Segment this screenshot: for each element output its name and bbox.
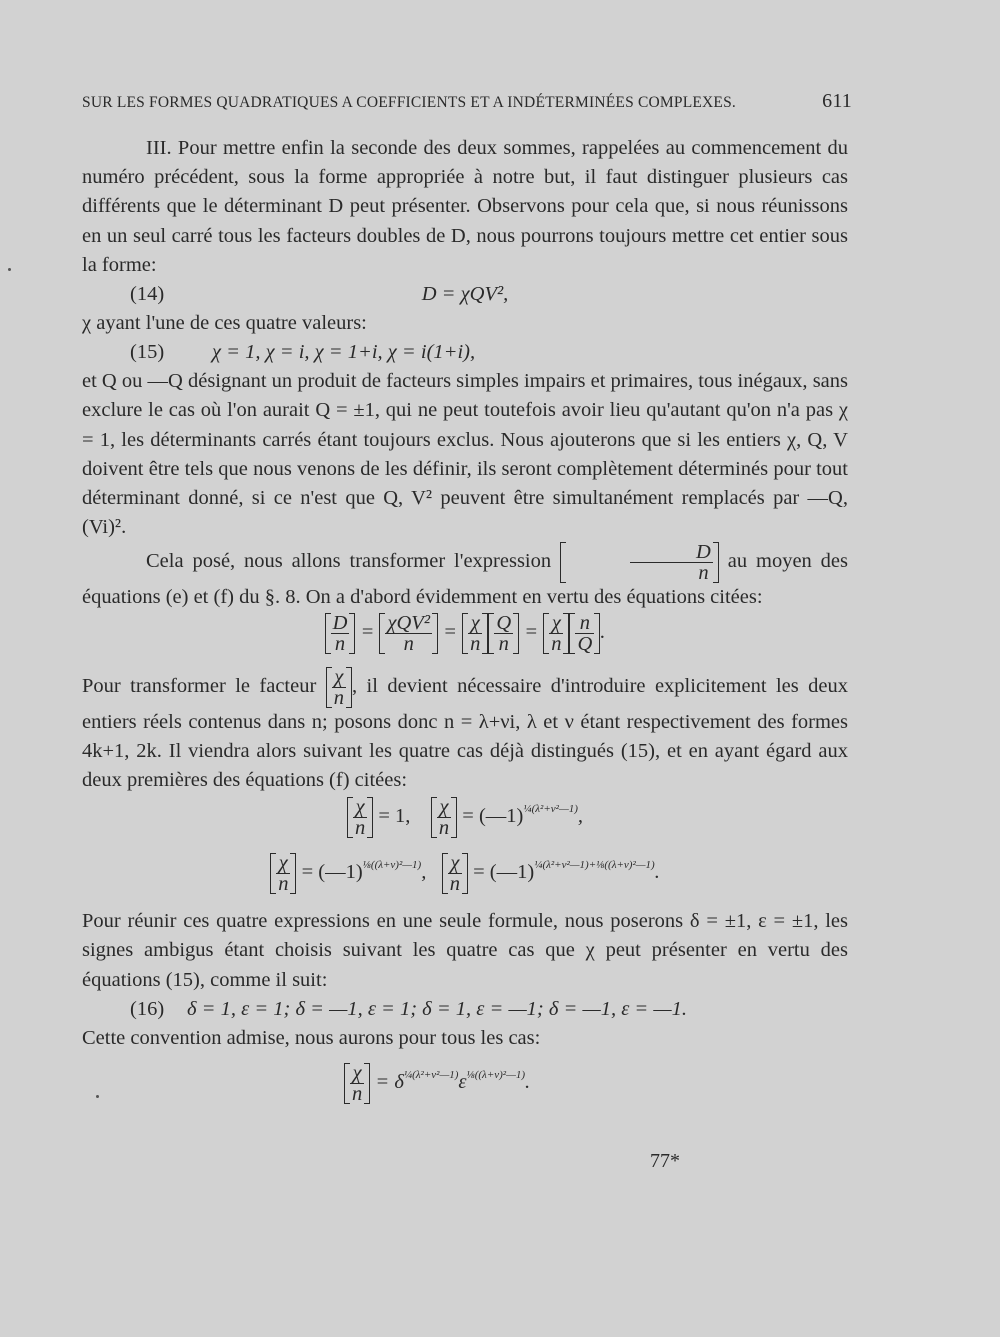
symbol-chi-n bbox=[442, 853, 468, 894]
symbol-Q-n bbox=[488, 613, 519, 654]
equation-15 bbox=[82, 338, 848, 367]
paragraph-7: Cette convention admise, nous aurons pour tous les cas: bbox=[82, 1026, 541, 1049]
numerator: χQV² bbox=[387, 611, 430, 634]
denominator: n bbox=[551, 632, 562, 655]
exponent: ¼(λ²+ν²—1)+⅛((λ+ν)²—1) bbox=[534, 859, 655, 872]
exponent: ⅛((λ+ν)²—1) bbox=[362, 859, 422, 872]
symbol-chi-n bbox=[347, 797, 373, 838]
paragraph-1: III. Pour mettre enfin la seconde des deux sommes, rappelées au commencement du numéro précédent, sous la forme appropriée à notre but, il faut distinguer plusieurs cas différents que le déterminant D peut présenter. Observons pour cela que, si nous réunissons en un seul carré tous les facteurs doubles de D, nous pourrons toujours mettre cet entier sous la forme: bbox=[82, 137, 848, 276]
equation-value: = (—1) bbox=[301, 861, 363, 884]
symbol-chiQV2-n bbox=[379, 613, 438, 654]
numerator: χ bbox=[350, 1063, 364, 1084]
symbol-chi-n bbox=[270, 853, 296, 894]
symbol-n-Q bbox=[569, 613, 600, 654]
equation-content: δ = 1, ε = 1; δ = —1, ε = 1; δ = 1, ε = —1; δ = —1, ε = —1. bbox=[187, 997, 687, 1020]
numerator: χ bbox=[549, 613, 563, 634]
equation-number: (14) bbox=[130, 283, 165, 306]
numerator: χ bbox=[448, 853, 462, 874]
symbol-chi-n bbox=[431, 797, 457, 838]
print-speck bbox=[96, 1095, 99, 1098]
denominator: n bbox=[403, 632, 414, 655]
equals-sign: = bbox=[360, 620, 375, 643]
signature-mark: 77* bbox=[650, 1150, 680, 1172]
symbol-D-n bbox=[325, 613, 356, 654]
denominator: n bbox=[449, 873, 460, 896]
text-run: Pour transformer le facteur bbox=[82, 674, 317, 697]
text-run: Cela posé, nous allons transformer l'expression bbox=[146, 550, 552, 573]
denominator: n bbox=[354, 817, 366, 840]
paragraph-6: Pour réunir ces quatre expressions en une seule formule, nous poserons δ = ±1, ε = ±1, les signes ambigus étant choisis suivant les quatre cas que χ peut présenter en vertu des équations (15), comme il suit: bbox=[82, 910, 848, 991]
equation-value: = (—1) bbox=[462, 805, 524, 828]
equals-sign: = bbox=[443, 620, 457, 643]
numerator: D bbox=[332, 611, 348, 634]
numerator: χ bbox=[437, 797, 451, 818]
equation-value: = (—1) bbox=[473, 861, 535, 884]
equation-final: $\frac{\chi}{n}$ = $\delta^{\frac{1}{4}(\lambda^2+\nu^2—1)}\varepsilon^{\frac{1}{8}((\lambda+\nu)^2—1)}$. bbox=[82, 1061, 848, 1121]
symbol-chi-n bbox=[344, 1063, 370, 1104]
denominator: n bbox=[278, 873, 289, 896]
numerator: χ bbox=[468, 613, 482, 634]
denominator: n bbox=[438, 817, 450, 840]
equation-16 bbox=[82, 995, 848, 1024]
equation-value: = 1, bbox=[378, 805, 411, 828]
equation-value: = δ bbox=[375, 1071, 404, 1094]
denominator: n bbox=[334, 632, 346, 655]
paragraph-3: et Q ou —Q désignant un produit de facteurs simples impairs et primaires, tous inégaux, sans exclure le cas où l'on aurait Q = ±1, qui ne peut toutefois avoir lieu qu'autant qu'on n'a pas χ = 1, les déterminants carrés étant toujours exclus. Nous ajouterons que si les entiers χ, Q, V doivent être tels que nous venons de les définir, ils seront complètement déterminés pour tout déterminant donné, si ce n'est que Q, V² peuvent être simultanément remplacés par —Q, (Vi)². bbox=[82, 370, 848, 539]
symbol-chi-n bbox=[462, 613, 488, 654]
symbol-chi-n bbox=[543, 613, 569, 654]
body-text bbox=[82, 134, 848, 1121]
exponent: ⅛((λ+ν)²—1) bbox=[466, 1069, 526, 1082]
equation-cases-row-1: $\frac{\chi}{n}$ = 1, $\frac{\chi}{n}$ = (—1)$^{\frac{1}{4}(\lambda^2+\nu^2—1)}$, bbox=[82, 795, 848, 851]
equals-sign: = bbox=[524, 620, 539, 643]
denominator: n bbox=[470, 632, 481, 655]
running-title: SUR LES FORMES QUADRATIQUES A COEFFICIENTS ET A INDÉTERMINÉES COMPLEXES. bbox=[82, 94, 736, 111]
denominator: Q bbox=[577, 632, 593, 655]
denominator: n bbox=[698, 562, 709, 585]
text-run: , il devient nécessaire d'introduire explicitement les deux entiers réels contenus dans n; posons donc n = λ+νi, λ et ν étant respectivement des formes 4k+1, 2k. Il viendra alors suivant les quatre cas déjà distingués (15), et en ayant égard aux deux premières des équations (f) citées: bbox=[82, 674, 848, 792]
equation-cases-row-2: $\frac{\chi}{n}$ = (—1)$^{\frac{1}{8}((\lambda+\nu)^2—1)}$, $\frac{\chi}{n}$ = (—1)$^{\frac{1}{4}(\lambda^2+\nu^2—1)+\frac{1}{8}((\lambda+\nu)^2—1)}$. bbox=[82, 851, 848, 907]
numerator: D bbox=[630, 542, 713, 563]
denominator: n bbox=[333, 686, 344, 709]
denominator: n bbox=[498, 632, 509, 655]
numerator: χ bbox=[276, 853, 290, 874]
paragraph-4 bbox=[82, 542, 848, 612]
page-number: 611 bbox=[822, 90, 852, 112]
equation-content: D = χQV², bbox=[421, 283, 509, 306]
paragraph-2: χ ayant l'une de ces quatre valeurs: bbox=[82, 312, 367, 335]
epsilon: ε bbox=[458, 1071, 467, 1094]
equation-number: (15) bbox=[130, 341, 165, 364]
numerator: Q bbox=[496, 611, 512, 634]
legendre-symbol bbox=[326, 667, 352, 708]
print-speck bbox=[8, 268, 11, 271]
exponent: ¼(λ²+ν²—1) bbox=[523, 803, 578, 816]
paragraph-5 bbox=[82, 667, 848, 796]
running-header bbox=[82, 90, 852, 112]
equation-14 bbox=[82, 280, 848, 309]
exponent: ¼(λ²+ν²—1) bbox=[403, 1069, 459, 1082]
equation-number: (16) bbox=[130, 997, 165, 1020]
denominator: n bbox=[352, 1082, 363, 1105]
text-run: au moyen des équations (e) et (f) du §. 8. On a d'abord évidemment en vertu des équations citées: bbox=[82, 550, 849, 609]
numerator: n bbox=[575, 613, 594, 634]
equation-content: χ = 1, χ = i, χ = 1+i, χ = i(1+i), bbox=[212, 341, 476, 364]
numerator: χ bbox=[332, 667, 346, 688]
legendre-symbol bbox=[560, 542, 719, 583]
numerator: χ bbox=[353, 797, 367, 818]
equation-symbol-product: $\frac{D}{n}$ = χQV² n = $\frac{\chi}{n}$ $\frac{Q}{n}$ = $\frac{\chi}{n}$ $\frac{n}{Q}$ . bbox=[82, 613, 848, 667]
